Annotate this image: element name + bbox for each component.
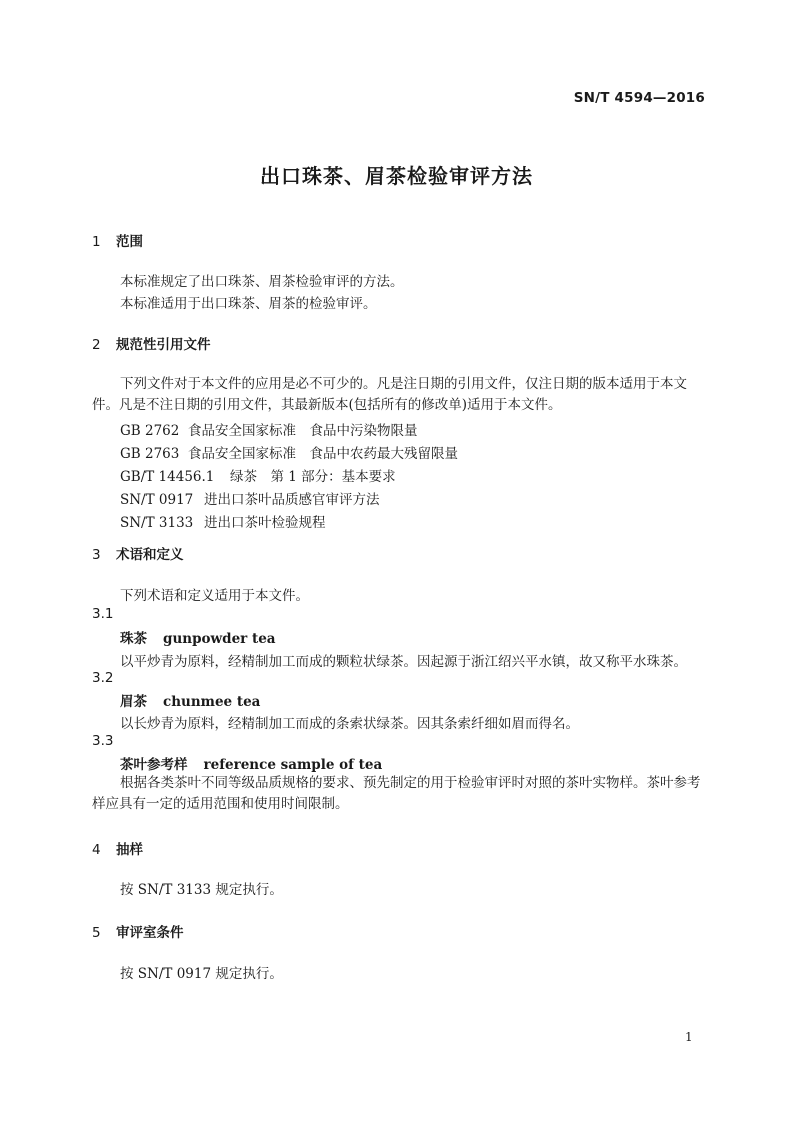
term-definition: 以长炒青为原料，经精制加工而成的条索状绿茶。因其条索纤细如眉而得名。 <box>120 716 579 732</box>
term-en: reference sample of tea <box>203 757 383 773</box>
document-title: 出口珠茶、眉茶检验审评方法 <box>260 164 533 188</box>
section-1-heading <box>92 230 143 250</box>
reference-title: 绿茶 第 1 部分：基本要求 <box>230 469 396 485</box>
reference-code: GB 2763 <box>120 446 180 462</box>
term-heading <box>120 690 260 710</box>
term-number: 3.1 <box>92 606 114 622</box>
section-title: 抽样 <box>116 842 143 858</box>
section-number: 2 <box>92 337 101 353</box>
term-zh: 珠茶 <box>120 631 147 647</box>
reference-title: 进出口茶叶检验规程 <box>204 515 326 531</box>
term-en: chunmee tea <box>163 694 261 710</box>
section-number: 3 <box>92 547 101 563</box>
term-en: gunpowder tea <box>163 631 276 647</box>
section-title: 规范性引用文件 <box>116 337 211 353</box>
standard-number: SN/T 4594—2016 <box>573 90 705 106</box>
reference-title: 食品安全国家标准 食品中农药最大残留限量 <box>188 446 458 462</box>
reference-title: 食品安全国家标准 食品中污染物限量 <box>188 423 418 439</box>
section-5-heading <box>92 921 184 941</box>
reference-code: SN/T 0917 <box>120 492 194 508</box>
sampling-text: 按 SN/T 3133 规定执行。 <box>120 882 283 898</box>
normative-intro: 下列文件对于本文件的应用是必不可少的。凡是注日期的引用文件，仅注日期的版本适用于本文件。凡是不注日期的引用文件，其最新版本(包括所有的修改单)适用于本文件。 <box>92 376 687 413</box>
reference-code: GB/T 14456.1 <box>120 469 215 485</box>
section-2-heading <box>92 333 211 353</box>
reference-title: 进出口茶叶品质感官审评方法 <box>204 492 380 508</box>
term-zh: 眉茶 <box>120 694 147 710</box>
section-title: 范围 <box>116 234 143 250</box>
term-definition: 根据各类茶叶不同等级品质规格的要求、预先制定的用于检验审评时对照的茶叶实物样。茶叶参考样应具有一定的适用范围和使用时间限制。 <box>92 775 701 812</box>
term-heading <box>120 753 382 773</box>
reference-item <box>120 488 380 508</box>
section-title: 审评室条件 <box>116 925 184 941</box>
section-number: 1 <box>92 234 101 250</box>
section-title: 术语和定义 <box>116 547 184 563</box>
scope-line-1: 本标准规定了出口珠茶、眉茶检验审评的方法。 <box>120 274 404 290</box>
reference-code: SN/T 3133 <box>120 515 194 531</box>
terms-intro: 下列术语和定义适用于本文件。 <box>120 588 309 604</box>
section-4-heading <box>92 838 143 858</box>
section-number: 4 <box>92 842 101 858</box>
reference-item <box>120 465 396 485</box>
term-number: 3.3 <box>92 733 114 749</box>
term-number: 3.2 <box>92 670 114 686</box>
term-zh: 茶叶参考样 <box>120 757 188 773</box>
reference-item <box>120 511 326 531</box>
reference-item <box>120 419 418 439</box>
term-definition: 以平炒青为原料，经精制加工而成的颗粒状绿茶。因起源于浙江绍兴平水镇，故又称平水珠茶。 <box>120 654 687 670</box>
reference-code: GB 2762 <box>120 423 180 439</box>
page-number: 1 <box>685 1030 693 1044</box>
reference-item <box>120 442 458 462</box>
room-text: 按 SN/T 0917 规定执行。 <box>120 966 283 982</box>
section-3-heading <box>92 543 184 563</box>
term-heading <box>120 627 276 647</box>
scope-line-2: 本标准适用于出口珠茶、眉茶的检验审评。 <box>120 296 377 312</box>
section-number: 5 <box>92 925 101 941</box>
